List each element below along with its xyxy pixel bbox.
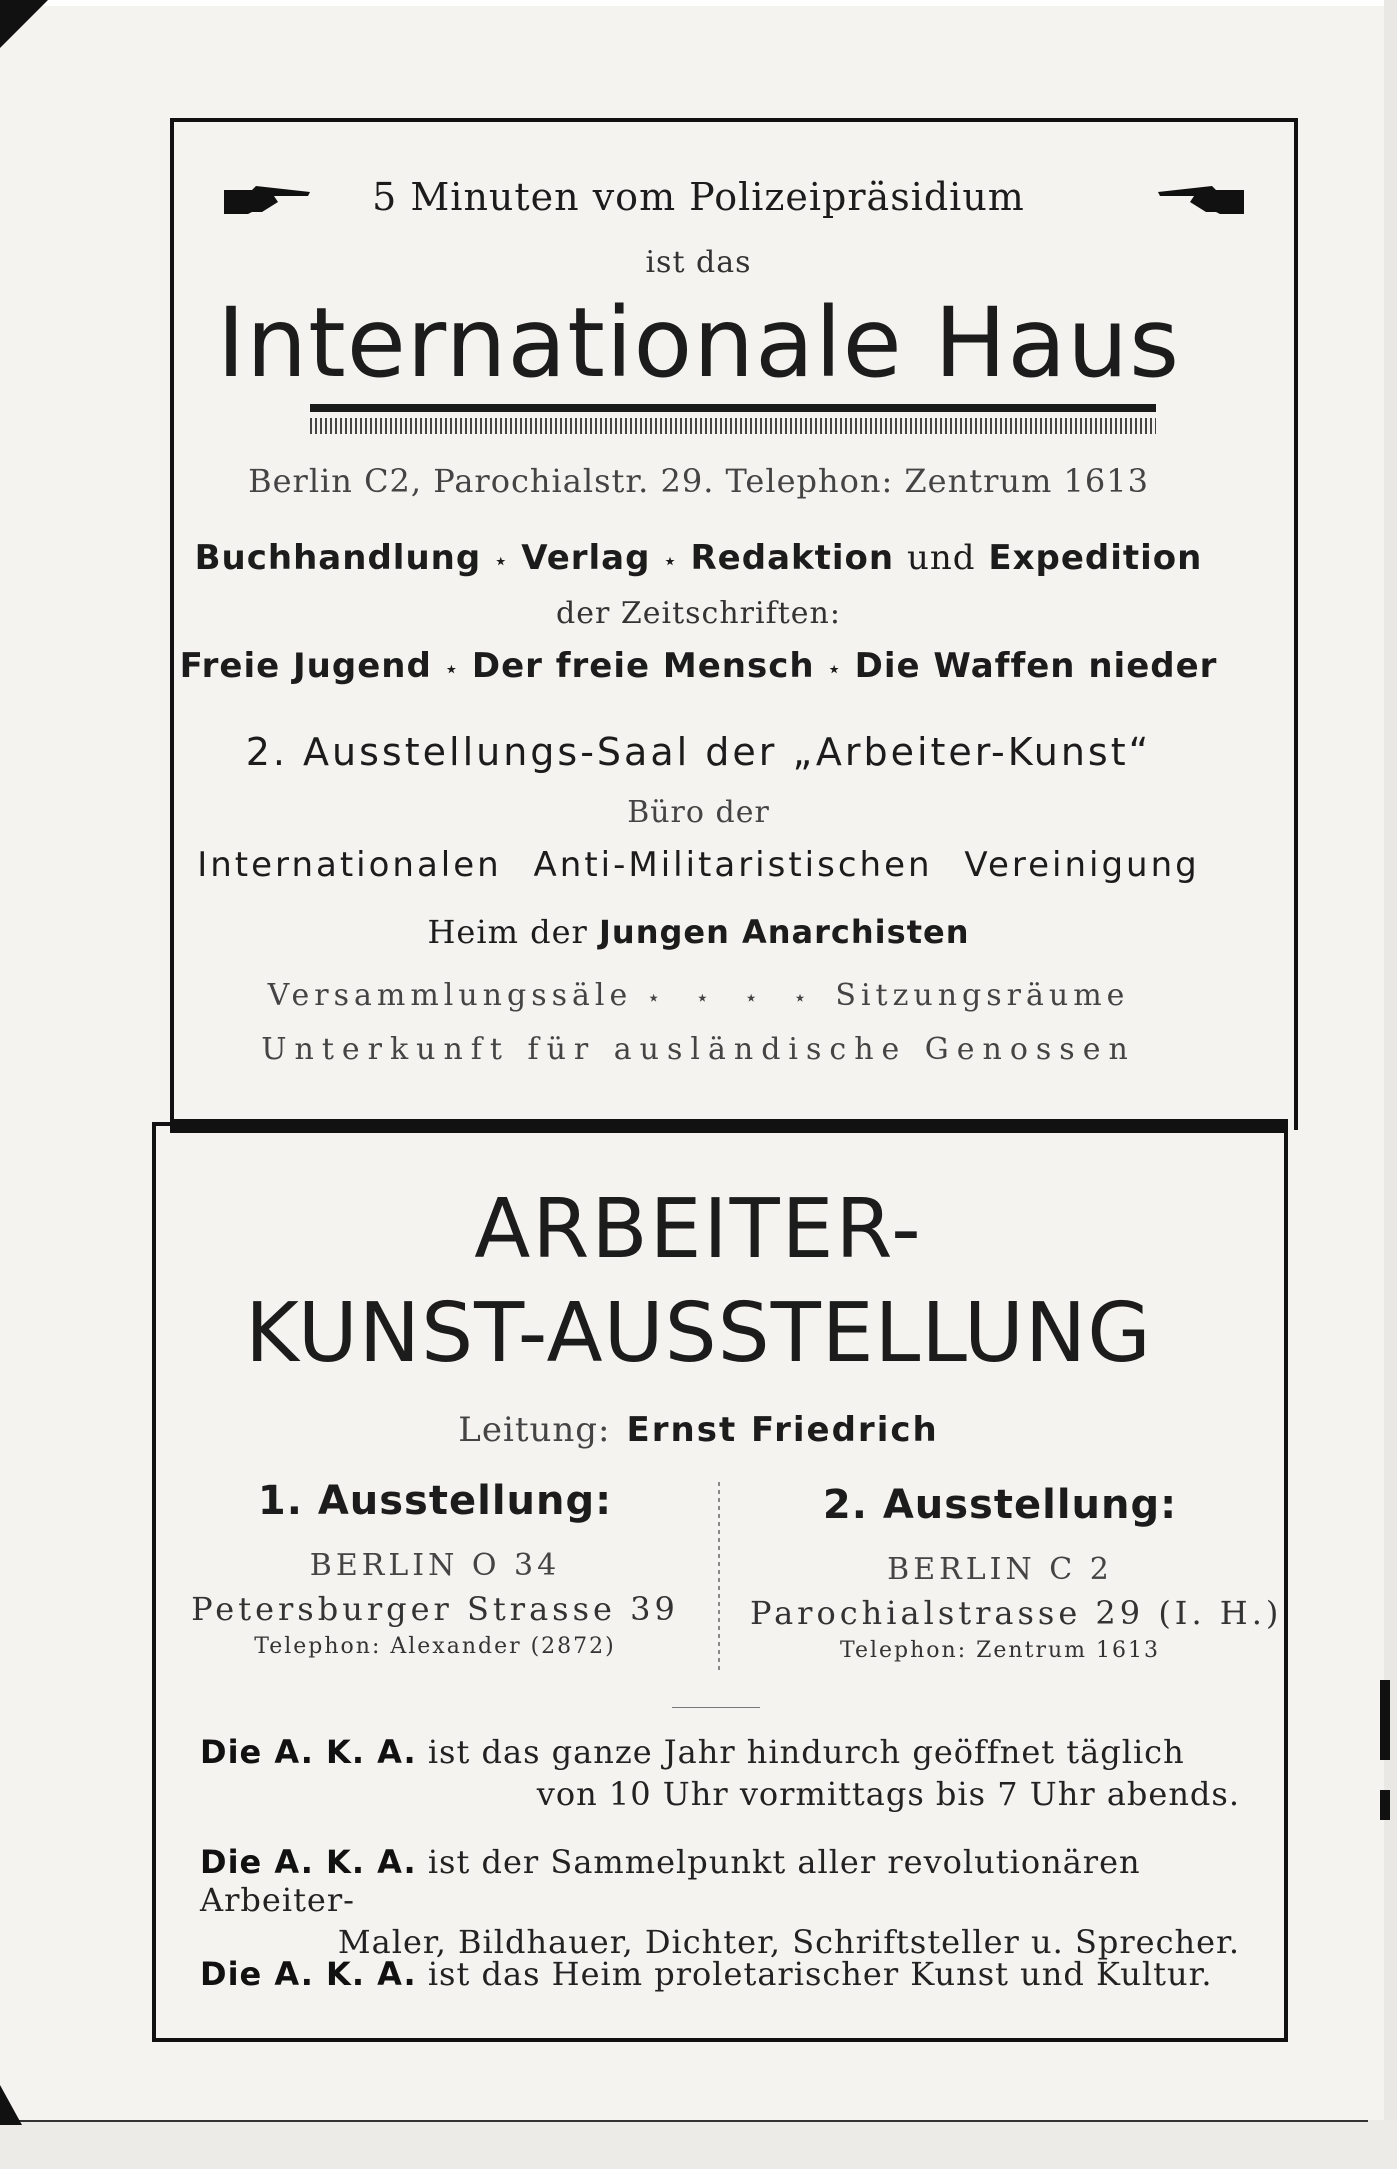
service-verlag: Verlag (521, 538, 651, 578)
association-name: Internationalen Anti-Militaristischen Vereinigung (197, 845, 1200, 885)
session-rooms: Sitzungsräume (835, 978, 1130, 1013)
paragraph-line1: ist das ganze Jahr hindurch geöffnet täglich (427, 1733, 1185, 1771)
journals-label: der Zeitschriften: (556, 596, 841, 631)
aka-title-line2: KUNST-AUSSTELLUNG (245, 1286, 1152, 1381)
torn-corner-bottom (0, 2085, 22, 2125)
meeting-halls: Versammlungssäle (267, 978, 633, 1013)
home-name: Jungen Anarchisten (599, 913, 970, 951)
title-hatched-rule (310, 418, 1156, 434)
star-row: ⋆ ⋆ ⋆ ⋆ (646, 986, 821, 1011)
exhibition-heading: 2. Ausstellung: (822, 1482, 1178, 1528)
rooms-line (0, 978, 1397, 1013)
home-line (0, 913, 1397, 951)
page-edge-top (0, 0, 1397, 6)
title-underline (310, 404, 1156, 412)
direction-label: Leitung: (458, 1410, 611, 1450)
short-rule (672, 1707, 760, 1708)
paragraph-lead: Die A. K. A. (200, 1733, 417, 1771)
service-und: und (906, 538, 976, 578)
headline-distance: 5 Minuten vom Polizeipräsidium (372, 175, 1025, 219)
direction-line (0, 1410, 1397, 1450)
aka-paragraph (200, 1733, 1240, 1813)
exhibition-city: BERLIN C 2 (887, 1552, 1113, 1587)
journal-title: Freie Jugend (179, 646, 432, 686)
lodging-line: Unterkunft für ausländische Genossen (261, 1032, 1136, 1067)
paragraph-lead: Die A. K. A. (200, 1843, 417, 1881)
paragraph-line2: Maler, Bildhauer, Dichter, Schriftsteller u. Sprecher. (337, 1923, 1240, 1961)
page-fold-line (8, 2120, 1368, 2122)
star-separator: ⋆ (493, 547, 510, 575)
torn-corner (0, 0, 48, 48)
exhibition-street: Petersburger Strasse 39 (191, 1590, 679, 1628)
aka-paragraph (200, 1955, 1240, 1993)
exhibition-phone: Telephon: Zentrum 1613 (840, 1638, 1160, 1663)
exhibition-city: BERLIN O 34 (309, 1548, 561, 1583)
service-expedition: Expedition (988, 538, 1203, 578)
services-line (0, 538, 1397, 578)
service-redaktion: Redaktion (690, 538, 895, 578)
paragraph-line1: ist der Sammelpunkt aller revolutionären Arbeiter- (200, 1843, 1141, 1919)
star-separator: ⋆ (662, 547, 679, 575)
exhibition-phone: Telephon: Alexander (2872) (254, 1634, 616, 1659)
journal-title: Der freie Mensch (471, 646, 815, 686)
column-divider (718, 1482, 720, 1672)
subline: ist das (645, 245, 752, 280)
star-separator: ⋆ (443, 655, 460, 683)
journals-line (0, 646, 1397, 686)
office-label: Büro der (627, 795, 770, 830)
aka-paragraph (200, 1843, 1240, 1961)
paragraph-line2: von 10 Uhr vormittags bis 7 Uhr abends. (536, 1775, 1240, 1813)
aka-title-line1: ARBEITER- (474, 1182, 923, 1277)
exhibition-heading: 1. Ausstellung: (257, 1478, 613, 1524)
star-separator: ⋆ (826, 655, 843, 683)
journal-title: Die Waffen nieder (854, 646, 1218, 686)
exhibition-street: Parochialstrasse 29 (I. H.) (750, 1594, 1283, 1632)
edge-mark (1380, 1790, 1390, 1820)
page-edge-bottom (0, 2120, 1397, 2169)
service-buchhandlung: Buchhandlung (194, 538, 482, 578)
address-line: Berlin C2, Parochialstr. 29. Telephon: Zentrum 1613 (248, 462, 1149, 500)
edge-mark (1380, 1680, 1390, 1760)
title-internationale-haus: Internationale Haus (216, 287, 1181, 399)
director-name: Ernst Friedrich (626, 1410, 939, 1450)
paragraph-line1: ist das Heim proletarischer Kunst und Kultur. (427, 1955, 1213, 1993)
exhibition-hall-line: 2. Ausstellungs-Saal der „Arbeiter-Kunst“ (245, 730, 1152, 774)
home-prefix: Heim der (427, 913, 588, 951)
paragraph-lead: Die A. K. A. (200, 1955, 417, 1993)
